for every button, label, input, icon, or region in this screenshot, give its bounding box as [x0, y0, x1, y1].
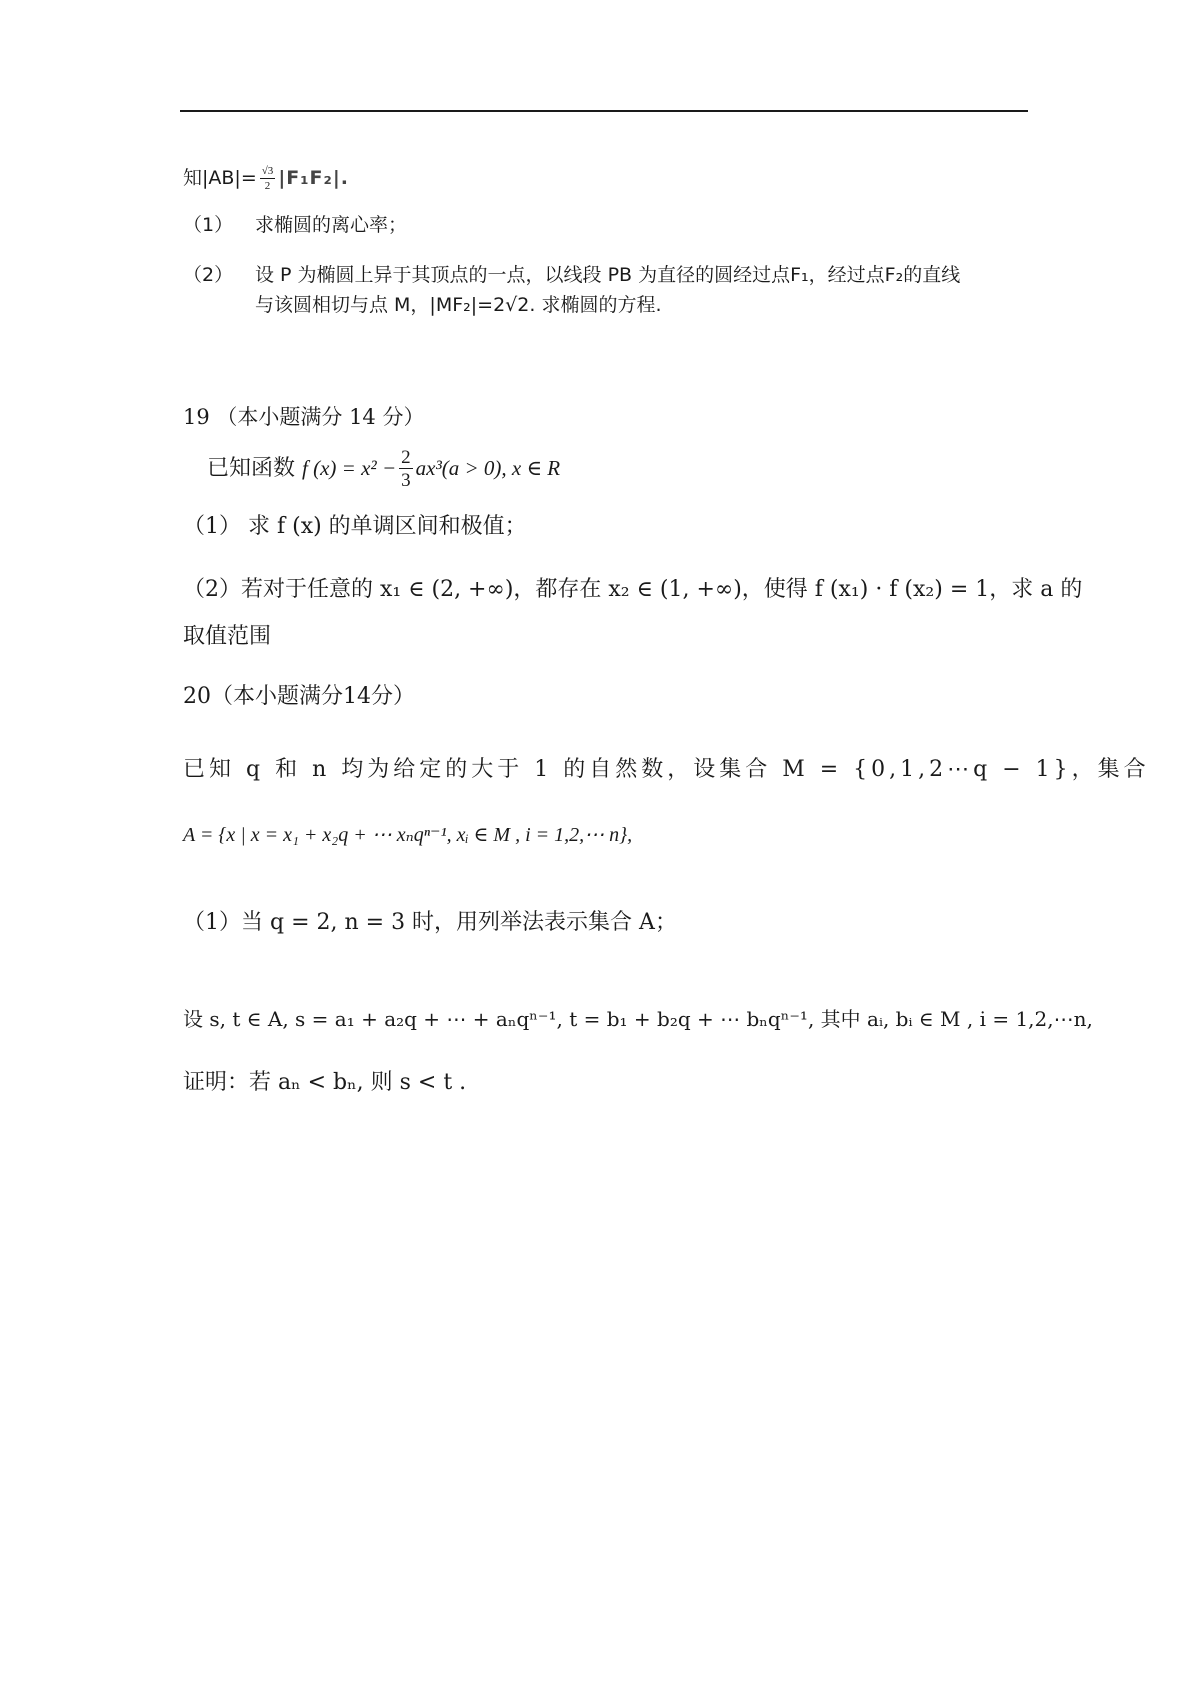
prev-intro-line	[183, 163, 349, 193]
prev-part2-line1	[183, 260, 960, 290]
q20-part2-line2: 证明：若 aₙ < bₙ, 则 s < t .	[183, 1070, 467, 1095]
q19-title: 19 （本小题满分 14 分）	[183, 405, 425, 429]
q19-stem-pre: 已知函数	[207, 456, 296, 481]
q19-stem-fraction: $\frac{2}{3}$	[401, 447, 411, 491]
prev-part1	[183, 210, 407, 240]
prev-intro-fraction: $\frac{√3}{2}$	[261, 164, 274, 192]
q20-part1: （1）当 q = 2, n = 3 时，用列举法表示集合 A；	[183, 910, 677, 935]
q19-stem-math-a: f (x) = x² −	[302, 456, 397, 480]
prev-part2-text: 设 P 为椭圆上异于其顶点的一点，以线段 PB 为直径的圆经过点F₁，经过点F₂的直线	[255, 264, 961, 286]
prev-part1-label: （1）	[183, 214, 234, 236]
q20-title: 20（本小题满分14分）	[183, 684, 415, 709]
q19-part1: （1） 求 f (x) 的单调区间和极值；	[183, 514, 527, 539]
q19-part2-line2: 取值范围	[183, 624, 272, 649]
q20-part2-line1: 设 s, t ∈ A, s = a₁ + a₂q + ⋯ + aₙqⁿ⁻¹, t = b₁ + b₂q + ⋯ bₙqⁿ⁻¹, 其中 aᵢ, bᵢ ∈ M , i = 1,2,⋯n,	[183, 1007, 1093, 1031]
prev-part1-text: 求椭圆的离心率；	[255, 214, 408, 236]
q19-stem-math-b: ax³(a > 0), x ∈ R	[415, 456, 561, 480]
prev-part2-label: （2）	[183, 264, 234, 286]
q19-part2-line1: （2）若对于任意的 x₁ ∈ (2, +∞)，都存在 x₂ ∈ (1, +∞)，使得 f (x₁) · f (x₂) = 1，求 a 的	[183, 577, 1083, 602]
q20-stem-line2: A = {x | x = x₁ + x₂q + ⋯ xₙqⁿ⁻¹, xᵢ ∈ M , i = 1,2,⋯ n},	[183, 824, 633, 846]
prev-intro-text: 知|AB|=	[183, 167, 257, 189]
q19-stem	[207, 448, 560, 490]
prev-part2-line2: 与该圆相切与点 M，|MF₂|=2√2. 求椭圆的方程.	[255, 294, 662, 316]
header-rule	[180, 110, 1028, 112]
q20-stem-line1: 已知 q 和 n 均为给定的大于 1 的自然数，设集合 M = {0,1,2⋯q − 1}，集合	[183, 757, 1150, 782]
prev-intro-tail: |F₁F₂|.	[278, 167, 350, 189]
